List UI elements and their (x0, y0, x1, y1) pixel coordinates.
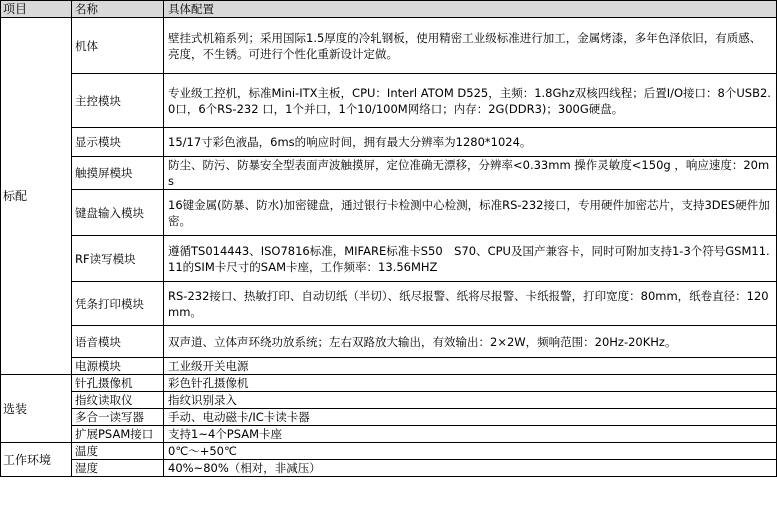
category-optional: 选装 (1, 375, 72, 443)
row-value: 专业级工控机，标准Mini-ITX主板，CPU：Interl ATOM D525，主频：1.8Ghz双核四线程；后置I/O接口：8个USB2.0口，6个RS-232 口，1个并口，1个10/100M网络口；内存：2G(DDR3)；300G硬盘。 (164, 74, 777, 128)
table-row (1, 236, 777, 282)
row-name: RF读写模块 (72, 236, 164, 282)
table-row (1, 460, 777, 477)
row-value: 工业级开关电源 (164, 358, 777, 375)
row-value: 0℃～+50℃ (164, 443, 777, 460)
row-value: RS-232接口、热敏打印、自动切纸（半切）、纸尽报警、纸将尽报警、卡纸报警，打印宽度：80mm，纸卷直径：120mm。 (164, 282, 777, 326)
row-name: 扩展PSAM接口 (72, 426, 164, 443)
row-value: 彩色针孔摄像机 (164, 375, 777, 392)
row-value: 15/17寸彩色液晶，6ms的响应时间，拥有最大分辨率为1280*1024。 (164, 128, 777, 157)
table-row (1, 157, 777, 190)
row-name: 多合一读写器 (72, 409, 164, 426)
row-name: 针孔摄像机 (72, 375, 164, 392)
row-name: 键盘输入模块 (72, 190, 164, 236)
row-name: 显示模块 (72, 128, 164, 157)
row-value: 遵循TS014443、ISO7816标准，MIFARE标准卡S50 S70、CPU及国产兼容卡，同时可附加支持1-3个符号GSM11.11的SIM卡尺寸的SAM卡座，工作频率：13.56MHZ (164, 236, 777, 282)
table-row (1, 282, 777, 326)
row-value: 40%~80%（相对，非减压） (164, 460, 777, 477)
table-row (1, 190, 777, 236)
row-name: 湿度 (72, 460, 164, 477)
row-value: 支持1~4个PSAM卡座 (164, 426, 777, 443)
category-environment: 工作环境 (1, 443, 72, 477)
table-row (1, 392, 777, 409)
row-value: 双声道、立体声环绕功放系统；左右双路放大输出，有效输出：2×2W，频响范围：20Hz-20KHz。 (164, 326, 777, 358)
header-category: 项目 (1, 1, 72, 18)
table-row (1, 426, 777, 443)
row-name: 电源模块 (72, 358, 164, 375)
row-name: 主控模块 (72, 74, 164, 128)
table-row (1, 443, 777, 460)
table-row (1, 358, 777, 375)
header-row (1, 1, 777, 18)
table-row (1, 409, 777, 426)
table-row (1, 375, 777, 392)
table-row (1, 128, 777, 157)
row-name: 触摸屏模块 (72, 157, 164, 190)
row-name: 语音模块 (72, 326, 164, 358)
row-name: 机体 (72, 18, 164, 74)
header-name: 名称 (72, 1, 164, 18)
row-value: 手动、电动磁卡/IC卡读卡器 (164, 409, 777, 426)
category-standard: 标配 (1, 18, 72, 375)
table-row (1, 18, 777, 74)
row-value: 指纹识别录入 (164, 392, 777, 409)
header-config: 具体配置 (164, 1, 777, 18)
table-row (1, 326, 777, 358)
row-name: 指纹读取仪 (72, 392, 164, 409)
row-name: 凭条打印模块 (72, 282, 164, 326)
row-value: 16键金属(防暴、防水)加密键盘，通过银行卡检测中心检测，标准RS-232接口，专用硬件加密芯片，支持3DES硬件加密。 (164, 190, 777, 236)
row-name: 温度 (72, 443, 164, 460)
table-row (1, 74, 777, 128)
row-value: 壁挂式机箱系列；采用国际1.5厚度的冷轧钢板，使用精密工业级标准进行加工，金属烤漆，多年色泽依旧，有质感、亮度，不生锈。可进行个性化重新设计定做。 (164, 18, 777, 74)
row-value: 防尘、防污、防暴安全型表面声波触摸屏，定位准确无漂移，分辨率<0.33mm 操作灵敏度<150g ，响应速度：20ms (164, 157, 777, 190)
